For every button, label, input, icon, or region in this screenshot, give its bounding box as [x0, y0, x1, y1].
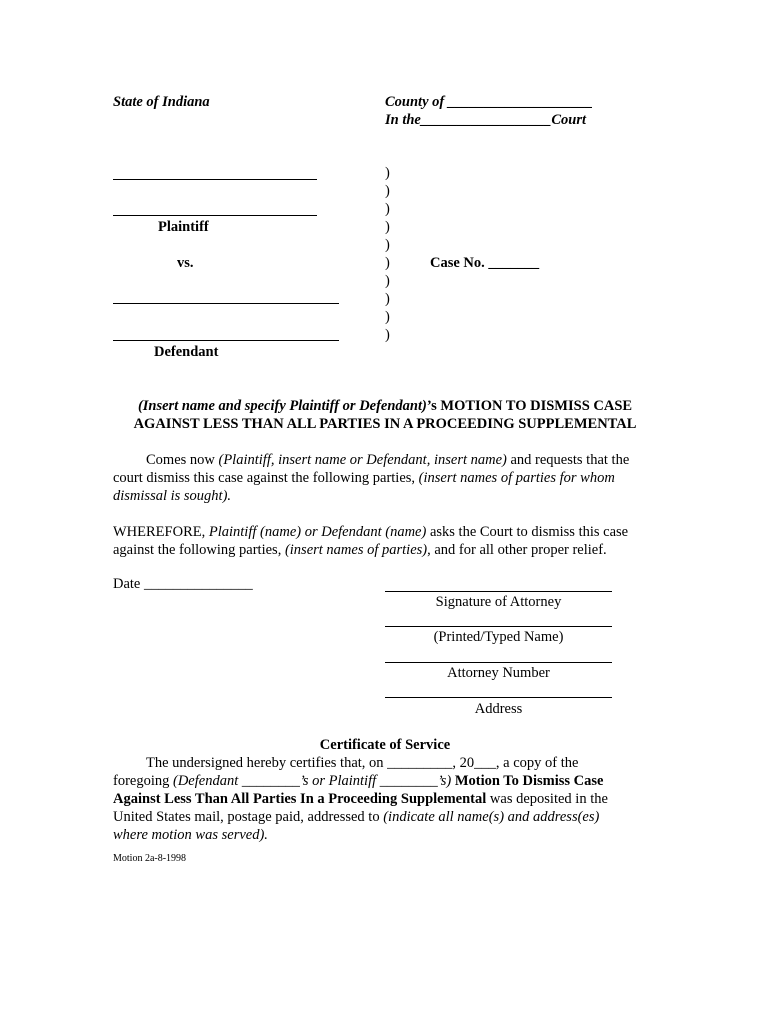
county-label: County of ____________________	[385, 94, 593, 110]
caption-paren: )	[385, 291, 390, 307]
attorney-number-line	[385, 662, 612, 663]
court-suffix: Court	[551, 112, 587, 128]
p1-text: and requests that the court dismiss this case against the following parties,	[113, 452, 630, 486]
caption-paren: )	[385, 255, 390, 271]
date-field: Date _______________	[113, 576, 253, 592]
plaintiff-line-1	[113, 179, 317, 180]
p2-italic: (insert names of parties)	[284, 542, 428, 558]
caption-paren: )	[385, 183, 390, 199]
motion-title-line-1	[0, 398, 770, 415]
address-line	[385, 697, 612, 698]
signature-line	[385, 591, 612, 592]
p1-text: Comes now	[146, 452, 219, 468]
caption-paren: )	[385, 309, 390, 325]
cert-bold: Motion To Dismiss Case Against Less Than All Parties In a Proceeding Supplemental	[113, 773, 604, 807]
defendant-line-2	[113, 340, 339, 341]
paragraph-comes-now	[113, 451, 653, 505]
paragraph-wherefore	[113, 523, 653, 559]
caption-paren: )	[385, 237, 390, 253]
case-number-label: Case No. _______	[430, 255, 540, 271]
p2-text: asks the Court to dismiss this case against the following parties,	[113, 524, 629, 558]
caption-paren: )	[385, 219, 390, 235]
plaintiff-label: Plaintiff	[158, 219, 209, 235]
court-blank: __________________	[420, 112, 552, 128]
motion-title-italic: (Insert name and specify Plaintiff or Defendant)	[137, 398, 427, 414]
cert-text: The undersigned hereby certifies that, on _________, 20___, a copy of the foregoing	[113, 755, 579, 789]
vs-label: vs.	[177, 255, 194, 271]
p2-italic: Plaintiff (name) or Defendant (name)	[208, 524, 427, 540]
defendant-label: Defendant	[154, 344, 219, 360]
certificate-heading: Certificate of Service	[319, 737, 451, 753]
motion-title-line-2: AGAINST LESS THAN ALL PARTIES IN A PROCEEDING SUPPLEMENTAL	[133, 416, 637, 432]
caption-paren: )	[385, 327, 390, 343]
printed-name-label: (Printed/Typed Name)	[433, 629, 564, 645]
printed-name-line	[385, 626, 612, 627]
cert-text: was deposited in the United States mail, postage paid, addressed to	[113, 791, 608, 825]
caption-paren: )	[385, 201, 390, 217]
form-id: Motion 2a-8-1998	[113, 853, 187, 864]
attorney-number-label: Attorney Number	[447, 665, 550, 681]
certificate-paragraph	[113, 754, 633, 844]
plaintiff-line-2	[113, 215, 317, 216]
p2-text: WHEREFORE,	[113, 524, 209, 540]
cert-italic: (Defendant ________’s or Plaintiff ________’s)	[173, 773, 452, 789]
cert-italic: (indicate all name(s) and address(es) where motion was served).	[113, 809, 600, 843]
caption-paren: )	[385, 165, 390, 181]
court-prefix: In the	[385, 112, 421, 128]
caption-paren: )	[385, 273, 390, 289]
p1-italic: (Plaintiff, insert name or Defendant, insert name)	[218, 452, 507, 468]
motion-title-rest: ’s MOTION TO DISMISS CASE	[426, 398, 633, 414]
p1-italic: (insert names of parties for whom dismissal is sought).	[113, 470, 615, 504]
p2-text: , and for all other proper relief.	[427, 542, 607, 558]
address-label: Address	[474, 701, 523, 717]
state-label: State of Indiana	[113, 94, 210, 110]
defendant-line-1	[113, 303, 339, 304]
court-label	[385, 112, 586, 129]
signature-label: Signature of Attorney	[435, 594, 562, 610]
